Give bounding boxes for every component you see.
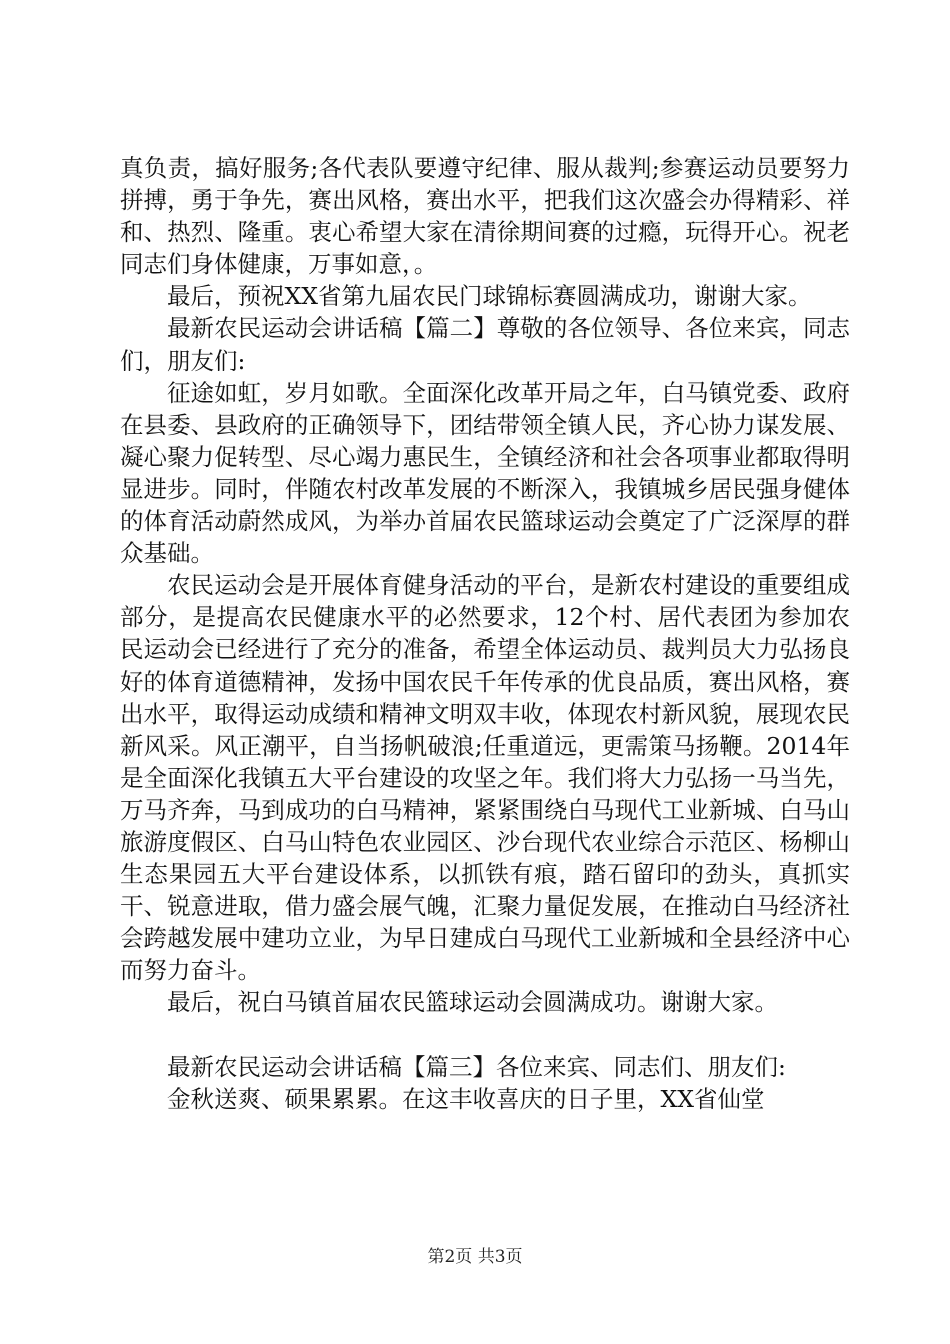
- paragraph-speech-3-heading: 最新农民运动会讲话稿【篇三】各位来宾、同志们、朋友们:: [167, 1052, 786, 1081]
- body-text: [120, 152, 850, 1115]
- paragraph-speech-2-intro: 征途如虹，岁月如歌。全面深化改革开局之年，白马镇党委、政府在县委、县政府的正确领导下，团结带领全镇人民，齐心协力谋发展、凝心聚力促转型、尽心竭力惠民生，全镇经济和社会各项事业都取得明显进步。同时，伴随农村改革发展的不断深入，我镇城乡居民强身健体的体育活动蔚然成风，为举办首届农民篮球运动会奠定了广泛深厚的群众基础。: [120, 378, 850, 568]
- paragraph-speech-2-body: 农民运动会是开展体育健身活动的平台，是新农村建设的重要组成部分，是提高农民健康水平的必然要求，12个村、居代表团为参加农民运动会已经进行了充分的准备，希望全体运动员、裁判员大力弘扬良好的体育道德精神，发扬中国农民千年传承的优良品质，赛出风格，赛出水平，取得运动成绩和精神文明双丰收，体现农村新风貌，展现农民新风采。风正潮平，自当扬帆破浪;任重道远，更需策马扬鞭。2014年是全面深化我镇五大平台建设的攻坚之年。我们将大力弘扬一马当先，万马齐奔，马到成功的白马精神，紧紧围绕白马现代工业新城、白马山旅游度假区、白马山特色农业园区、沙台现代农业综合示范区、杨柳山生态果园五大平台建设体系，以抓铁有痕，踏石留印的劲头，真抓实干、锐意进取，借力盛会展气魄，汇聚力量促发展，在推动白马经济社会跨越发展中建功立业，为早日建成白马现代工业新城和全县经济中心而努力奋斗。: [120, 571, 850, 985]
- paragraph-continuation: 真负责，搞好服务;各代表队要遵守纪律、服从裁判;参赛运动员要努力拼搏，勇于争先，赛出风格，赛出水平，把我们这次盛会办得精彩、祥和、热烈、隆重。衷心希望大家在清徐期间赛的过瘾，玩得开心。祝老同志们身体健康，万事如意，。: [120, 154, 850, 279]
- paragraph-speech-3-intro: 金秋送爽、硕果累累。在这丰收喜庆的日子里，XX省仙堂: [167, 1084, 765, 1113]
- paragraph-closing-wish-2: 最后，祝白马镇首届农民篮球运动会圆满成功。谢谢大家。: [167, 988, 778, 1017]
- paragraph-closing-wish-1: 最后，预祝XX省第九届农民门球锦标赛圆满成功，谢谢大家。: [167, 282, 812, 311]
- paragraph-speech-2-heading: 最新农民运动会讲话稿【篇二】尊敬的各位领导、各位来宾，同志们，朋友们:: [120, 314, 850, 375]
- page-number-footer: 第2页 共3页: [427, 1247, 523, 1267]
- paragraph-gap: [120, 1019, 850, 1051]
